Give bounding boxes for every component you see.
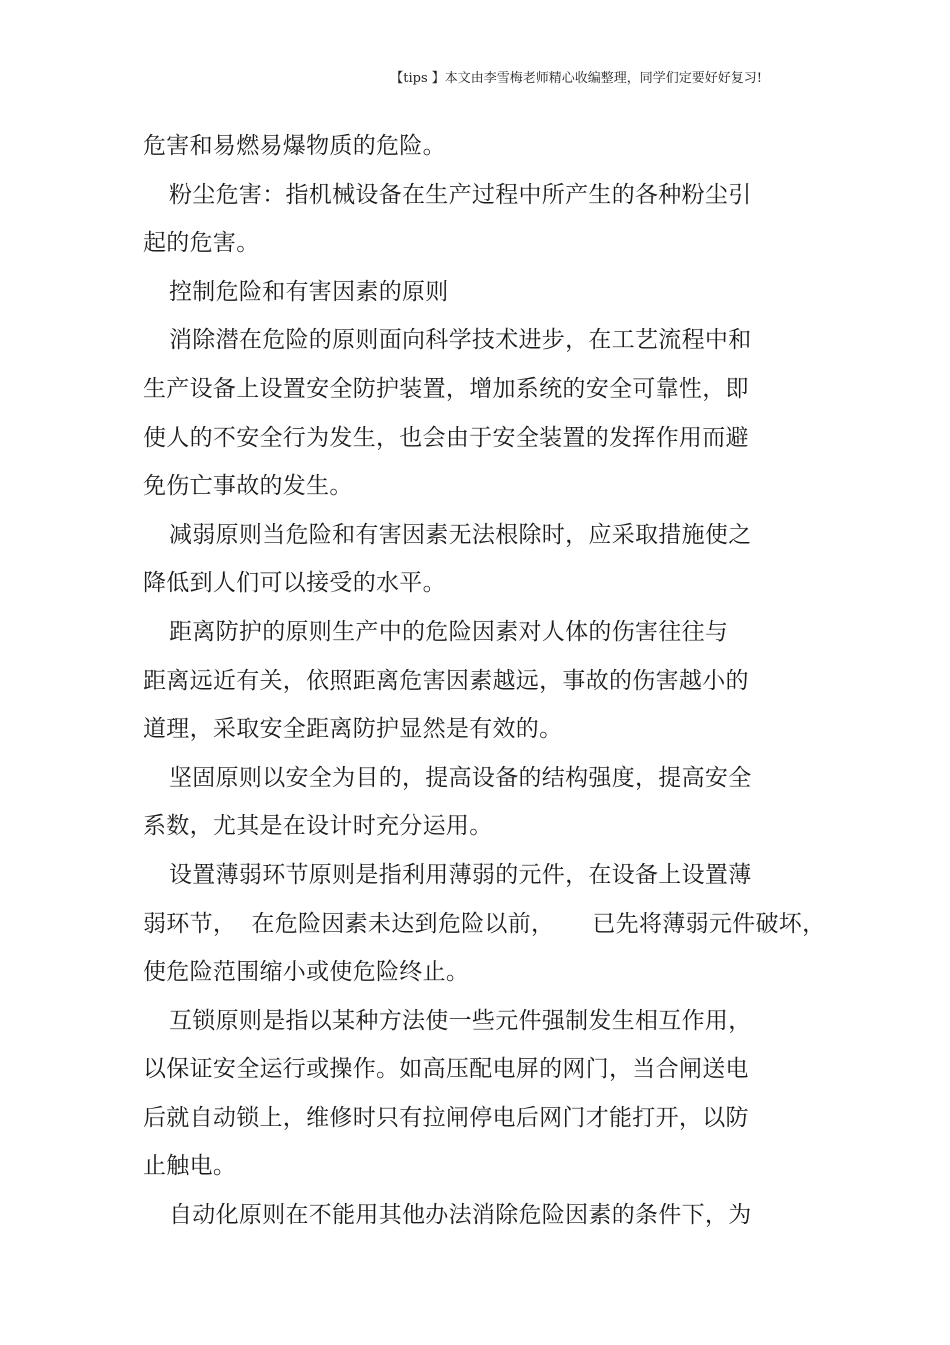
text-line: 使危险范围缩小或使危险终止。 [143, 959, 470, 986]
text-line: 粉尘危害：指机械设备在生产过程中所产生的各种粉尘引 [169, 181, 752, 208]
text-line: 系数，尤其是在设计时充分运用。 [143, 813, 493, 840]
text-line: 消除潜在危险的原则面向科学技术进步，在工艺流程中和 [169, 327, 752, 354]
text-line: 自动化原则在不能用其他办法消除危险因素的条件下，为 [169, 1202, 752, 1229]
document-body [143, 122, 826, 1240]
text-line: 止触电。 [143, 1153, 237, 1180]
text-line: 减弱原则当危险和有害因素无法根除时，应采取措施使之 [169, 521, 752, 548]
text-line: 以保证安全运行或操作。如高压配电屏的网门，当合闸送电 [143, 1056, 749, 1083]
text-line: 免伤亡事故的发生。 [143, 473, 353, 500]
text-line: 道理，采取安全距离防护显然是有效的。 [143, 716, 563, 743]
text-line: 危害和易燃易爆物质的危险。 [143, 133, 446, 159]
text-line: 后就自动锁上，维修时只有拉闸停电后网门才能打开，以防 [143, 1104, 749, 1131]
text-line: 互锁原则是指以某种方法使一些元件强制发生相互作用， [169, 1007, 752, 1034]
text-line: 距离防护的原则生产中的危险因素对人体的伤害往往与 [169, 618, 729, 645]
text-line: 距离远近有关，依照距离危害因素越远，事故的伤害越小的 [143, 667, 749, 694]
text-line: 设置薄弱环节原则是指利用薄弱的元件，在设备上设置薄 [169, 861, 752, 888]
text-line: 使人的不安全行为发生，也会由于安全装置的发挥作用而避 [143, 424, 749, 451]
text-line: 起的危害。 [143, 230, 260, 257]
text-line: 弱环节， 在危险因素未达到危险以前， 已先将薄弱元件破坏， [143, 910, 826, 937]
text-line: 生产设备上设置安全防护装置，增加系统的安全可靠性，即 [143, 375, 749, 402]
text-line: 坚固原则以安全为目的，提高设备的结构强度，提高安全 [169, 764, 752, 791]
text-line: 降低到人们可以接受的水平。 [143, 570, 446, 597]
section-heading: 控制危险和有害因素的原则 [169, 278, 449, 305]
header-tip-note: 【tips 】本文由李雪梅老师精心收编整理，同学们定要好好复习! [390, 71, 762, 86]
